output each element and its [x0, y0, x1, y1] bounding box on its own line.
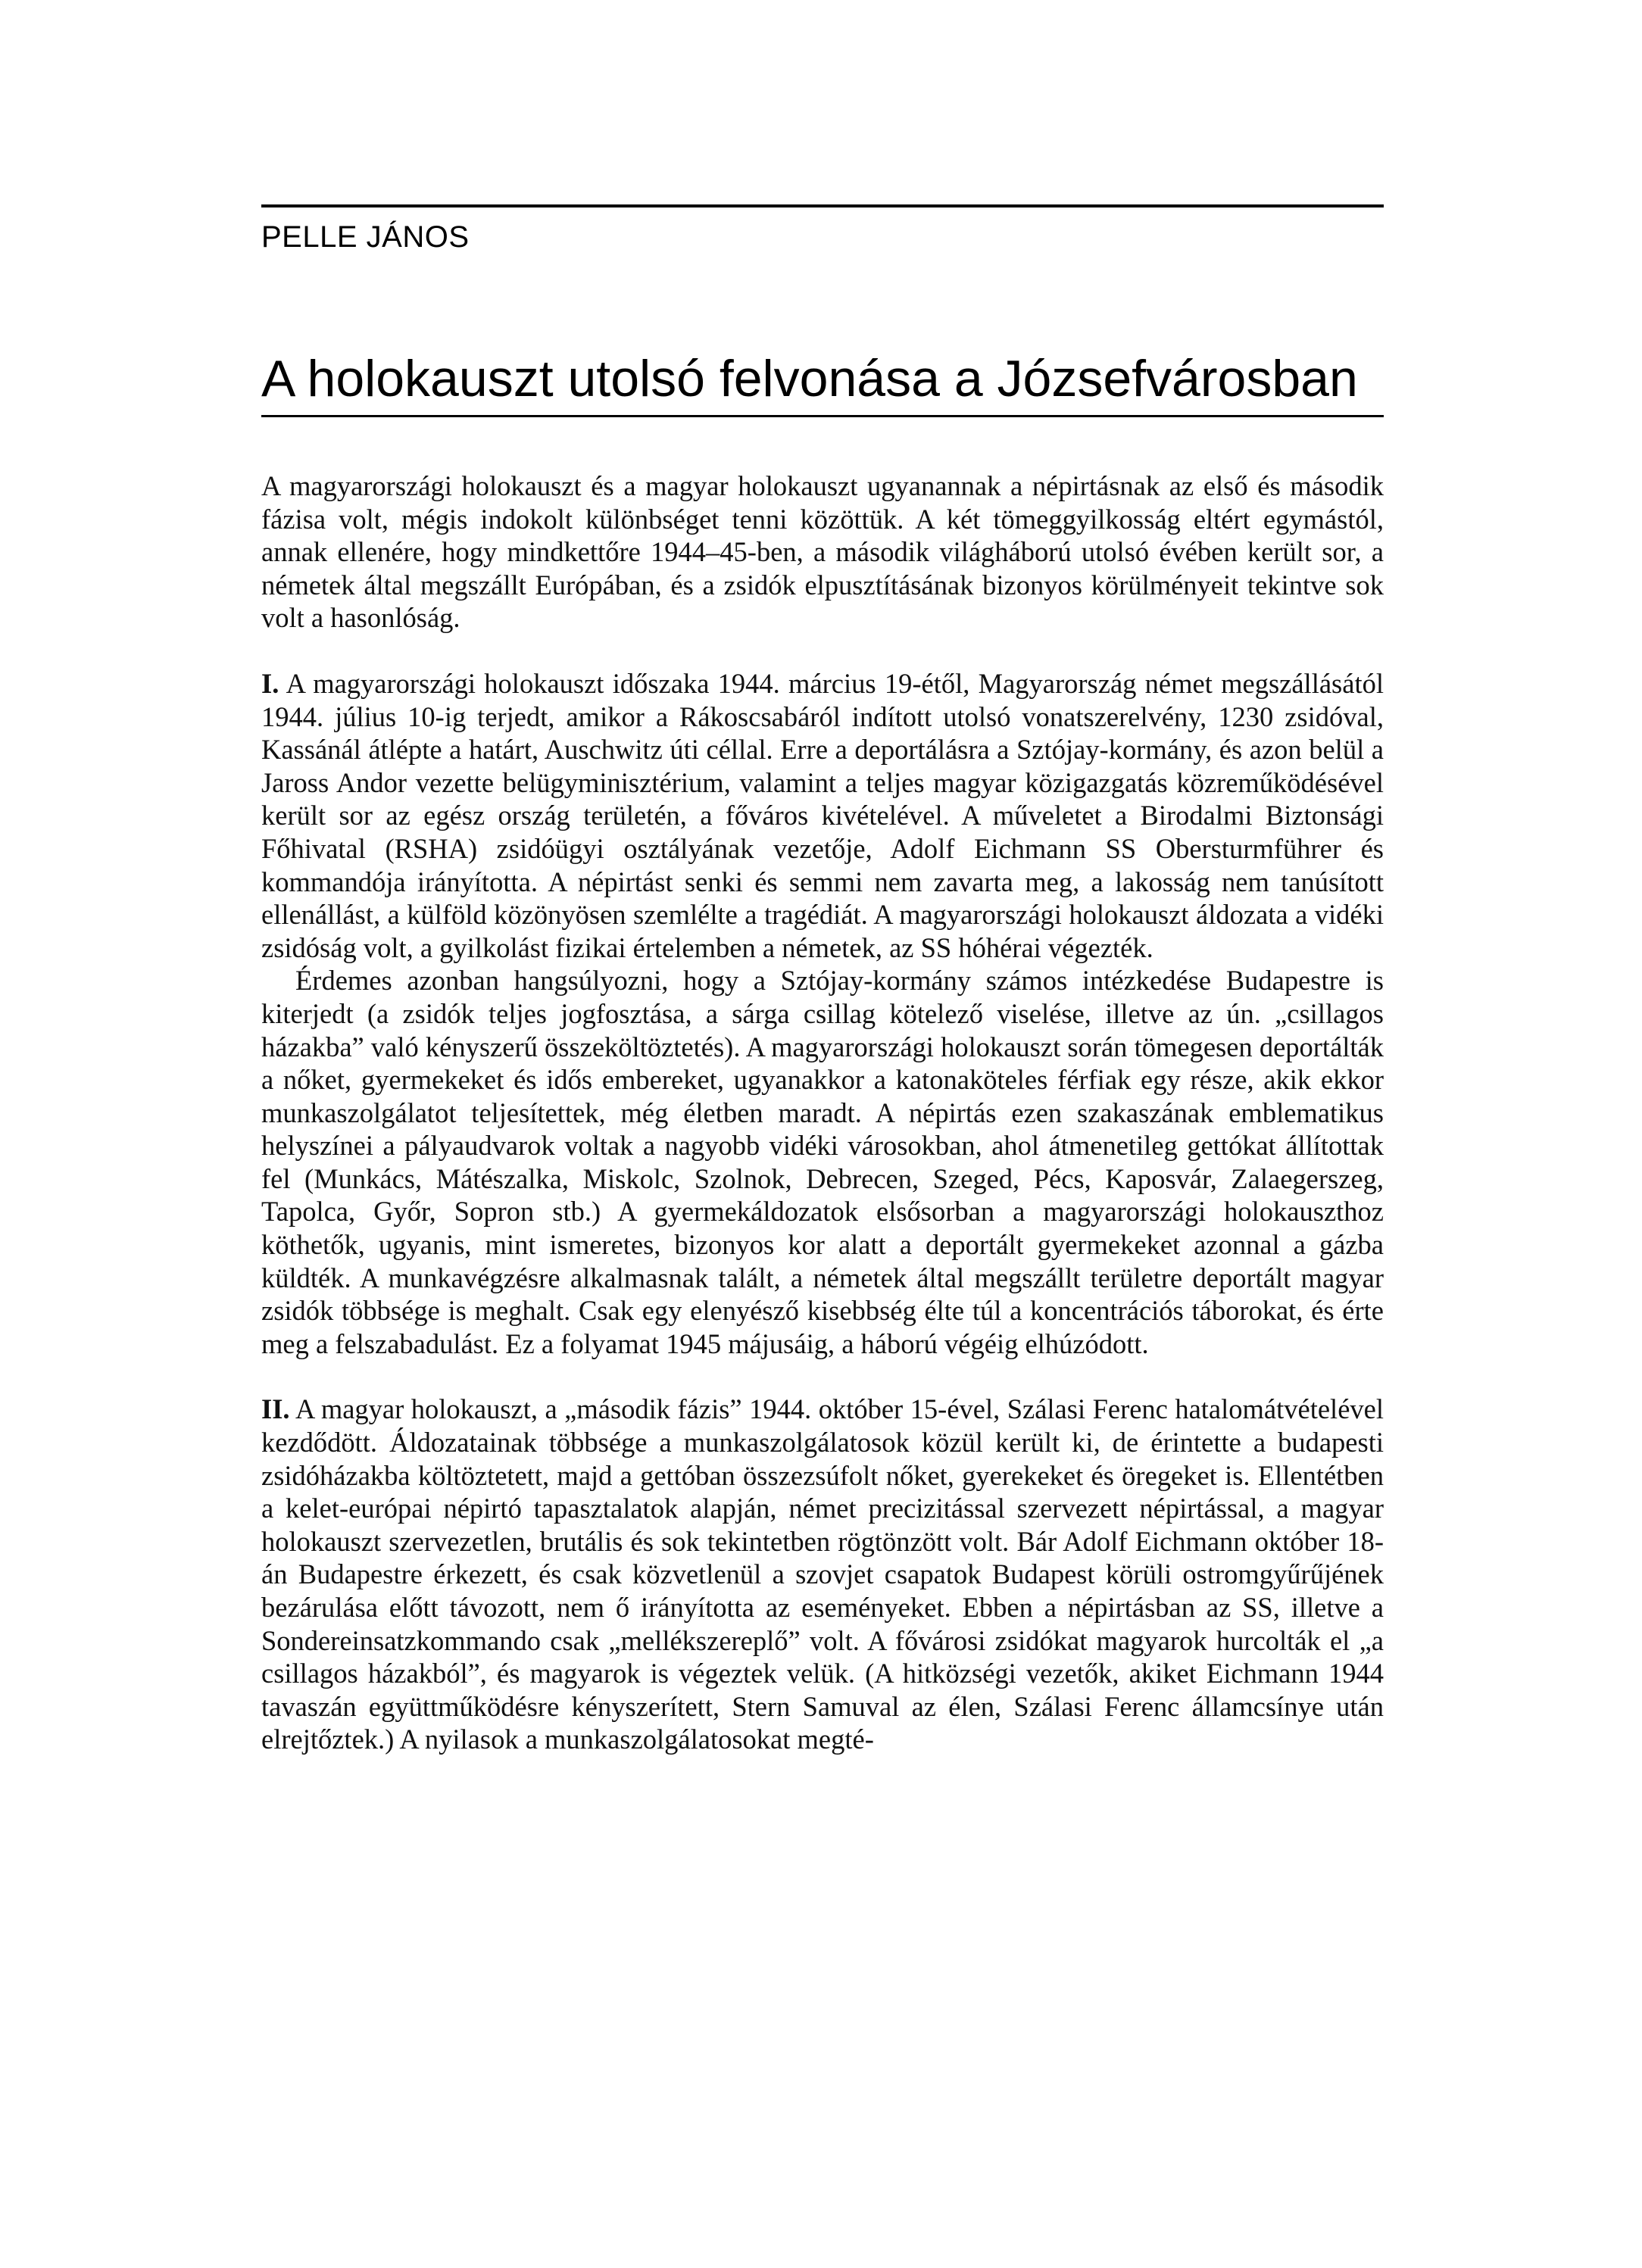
section-1-text: A magyarországi holokauszt időszaka 1944. március 19-étől, Magyarország német megszállásától 1944. július 10-ig terjedt, amikor a Rákoscsabáról indított utolsó vonatszerelvény, 1230 zsidóval, Kassánál átlépte a határt, Auschwitz úti céllal. Erre a deportálásra a Sztójay-kormány, és azon belül a Jaross Andor vezette belügyminisztérium, valamint a teljes magyar közigazgatás közreműködésével került sor az egész ország területén, a főváros kivételével. A műveletet a Birodalmi Biztonsági Főhivatal (RSHA) zsidóügyi osztályának vezetője, Adolf Eichmann SS Obersturmführer és kommandója irányította. A népirtást senki és semmi nem zavarta meg, a lakosság nem tanúsított ellenállást, a külföld közönyösen szemlélte a tragédiát. A magyarországi holokauszt áldozata a vidéki zsidóság volt, a gyilkolást fizikai értelemben a németek, az SS hóhérai végezték. — [261, 667, 1384, 963]
author-name: PELLE JÁNOS — [261, 220, 470, 254]
article-title: A holokauszt utolsó felvonása a Józsefvárosban — [261, 350, 1358, 407]
section-1-marker: I. — [261, 667, 279, 699]
section-2-paragraph — [261, 1393, 1384, 1756]
section-1-paragraph — [261, 667, 1384, 964]
title-rule — [261, 415, 1384, 417]
section-2-text: A magyar holokauszt, a „második fázis” 1944. október 15-ével, Szálasi Ferenc hatalomátvételével kezdődött. Áldozatainak többsége a munkaszolgálatosok közül került ki, de érintette a budapesti zsidóházakba költöztetett, majd a gettóban összezsúfolt nőket, gyerekeket és öregeket is. Ellentétben a kelet-európai népirtó tapasztalatok alapján, német precizitással szervezett népirtással, a magyar holokauszt szervezetlen, brutális és sok tekintetben rögtönzött volt. Bár Adolf Eichmann október 18-án Budapestre érkezett, és csak közvetlenül a szovjet csapatok Budapest körüli ostromgyűrűjének bezárulása előtt távozott, nem ő irányította az eseményeket. Ebben a népirtásban az SS, illetve a Sondereinsatzkommando csak „mellékszereplő” volt. A fővárosi zsidókat magyarok hurcolták el „a csillagos házakból”, és magyarok is végeztek velük. (A hitközségi vezetők, akiket Eichmann 1944 tavaszán együttműködésre kényszerített, Stern Samuval az élen, Szálasi Ferenc államcsínye után elrejtőztek.) A nyilasok a munkaszolgálatosokat megté- — [261, 1393, 1384, 1755]
section-2-marker: II. — [261, 1393, 290, 1425]
header-rule — [261, 204, 1384, 207]
intro-paragraph: A magyarországi holokauszt és a magyar holokauszt ugyanannak a népirtásnak az első és második fázisa volt, mégis indokolt különbséget tenni közöttük. A két tömeggyilkosság eltért egymástól, annak ellenére, hogy mindkettőre 1944–45-ben, a második világháború utolsó évében került sor, a németek által megszállt Európában, és a zsidók elpusztításának bizonyos körülményeit tekintve sok volt a hasonlóság. — [261, 470, 1384, 634]
section-1-paragraph-2: Érdemes azonban hangsúlyozni, hogy a Sztójay-kormány számos intézkedése Budapestre is kiterjedt (a zsidók teljes jogfosztása, a sárga csillag kötelező viselése, illetve az ún. „csillagos házakba” való kényszerű összeköltöztetés). A magyarországi holokauszt során tömegesen deportálták a nőket, gyermekeket és idős embereket, ugyanakkor a katonaköteles férfiak egy része, akik ekkor munkaszolgálatot teljesítettek, még életben maradt. A népirtás ezen szakaszának emblematikus helyszínei a pályaudvarok voltak a nagyobb vidéki városokban, ahol átmenetileg gettókat állítottak fel (Munkács, Mátészalka, Miskolc, Szolnok, Debrecen, Szeged, Pécs, Kaposvár, Zalaegerszeg, Tapolca, Győr, Sopron stb.) A gyermekáldozatok elsősorban a magyarországi holokauszthoz köthetők, ugyanis, mint ismeretes, bizonyos kor alatt a deportált gyermekeket azonnal a gázba küldték. A munkavégzésre alkalmasnak talált, a németek által megszállt területre deportált magyar zsidók többsége is meghalt. Csak egy elenyésző kisebbség élte túl a koncentrációs táborokat, és érte meg a felszabadulást. Ez a folyamat 1945 májusáig, a háború végéig elhúzódott. — [261, 965, 1384, 1359]
article-body — [261, 470, 1384, 1756]
